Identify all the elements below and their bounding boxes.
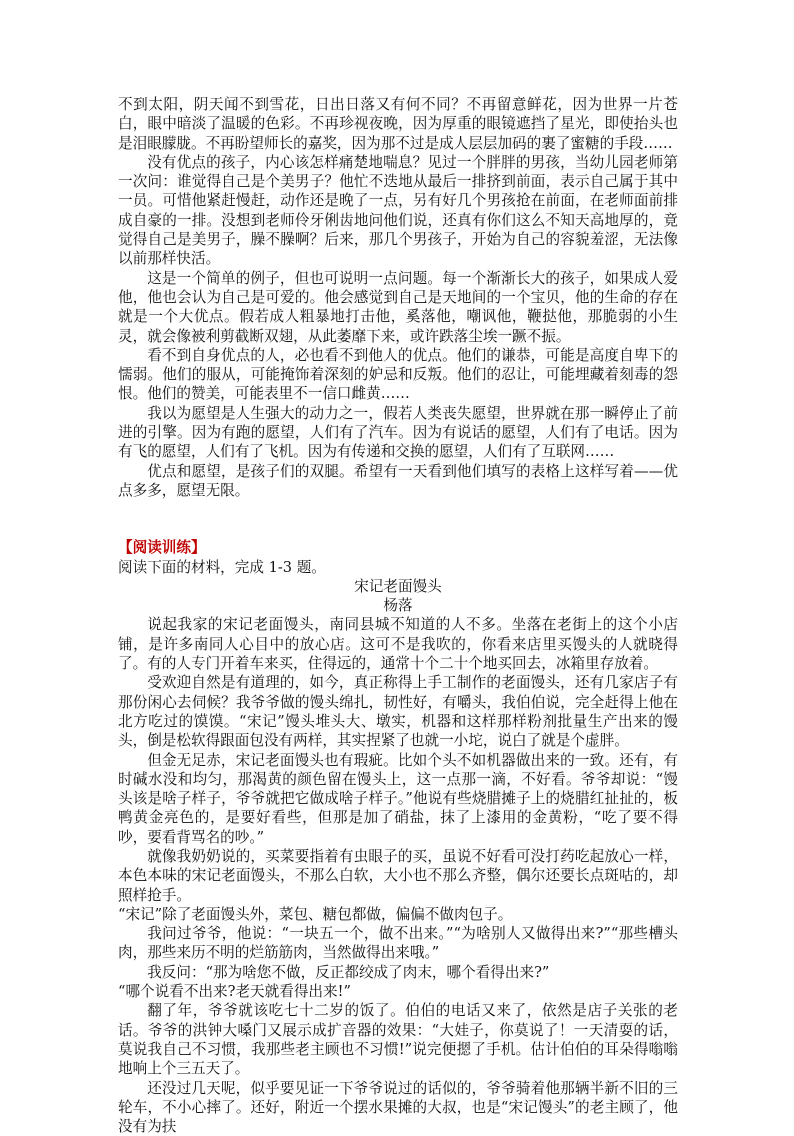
story-body bbox=[118, 615, 678, 1136]
reading-tag: 【阅读训练】 bbox=[118, 539, 206, 557]
story-paragraph: 还没过几天呢，似乎要见证一下爷爷说过的话似的，爷爷骑着他那辆半新不旧的三轮车，不小心摔了。还好，附近一个摆水果摊的大叔，也是“宋记馒头”的老主顾了，他没有为扶 bbox=[118, 1079, 678, 1136]
story-author: 杨落 bbox=[383, 597, 413, 615]
essay-paragraph: 看不到自身优点的人，必也看不到他人的优点。他们的谦恭，可能是高度自卑下的懦弱。他们的服从，可能掩饰着深刻的妒忌和反叛。他们的忍让，可能埋藏着刻毒的怨恨。他们的赞美，可能表里不一信口雌黄…… bbox=[118, 346, 678, 403]
story-paragraph: 翻了年，爷爷就该吃七十二岁的饭了。伯伯的电话又来了，依然是店子关张的老话。爷爷的洪钟大嗓门又展示成扩音器的效果：“大娃子，你莫说了！一天清耍的话，莫说我自己不习惯，我那些老主顾也不习惯!”说完便摁了手机。估计伯伯的耳朵得嗡嗡地响上个三五天了。 bbox=[118, 1002, 678, 1078]
story-paragraph: 就像我奶奶说的，买菜要指着有虫眼子的买，虽说不好看可没打药吃起放心一样，本色本味的宋记老面馒头，不那么白软，大小也不那么齐整，偶尔还要长点斑咕的，却照样抢手。 bbox=[118, 847, 678, 904]
essay-paragraph: 这是一个简单的例子，但也可说明一点问题。每一个渐渐长大的孩子，如果成人爱他，他也会认为自己是可爱的。他会感觉到自己是天地间的一个宝贝，他的生命的存在就是一个大优点。假若成人粗暴地打击他，奚落他，嘲讽他，鞭挞他，那脆弱的小生灵，就会像被利剪截断双翅，从此萎靡下来，或许跌落尘埃一蹶不振。 bbox=[118, 269, 678, 345]
essay-section bbox=[118, 95, 678, 500]
essay-paragraph: 不到太阳，阴天闻不到雪花，日出日落又有何不同？不再留意鲜花，因为世界一片苍白，眼中暗淡了温暖的色彩。不再珍视夜晚，因为厚重的眼镜遮挡了星光，即使抬头也是泪眼朦胧。不再盼望师长的嘉奖，因为那不过是成人层层加码的裹了蜜糖的手段…… bbox=[118, 96, 678, 152]
story-paragraph: “哪个说看不出来?老天就看得出来!” bbox=[118, 983, 351, 1001]
reading-instruction: 阅读下面的材料，完成 1-3 题。 bbox=[118, 558, 326, 576]
essay-paragraph: 我以为愿望是人生强大的动力之一，假若人类丧失愿望，世界就在那一瞬停止了前进的引擎。因为有跑的愿望，人们有了汽车。因为有说话的愿望，人们有了电话。因为有飞的愿望，人们有了飞机。因为有传递和交换的愿望，人们有了互联网…… bbox=[118, 404, 678, 461]
story-paragraph: 说起我家的宋记老面馒头，南同县城不知道的人不多。坐落在老街上的这个小店铺，是许多南同人心目中的放心店。这可不是我吹的，你看来店里买馒头的人就晓得了。有的人专门开着车来买，住得远的，通常十个二十个地买回去，冰箱里存放着。 bbox=[118, 616, 678, 673]
story-paragraph: 受欢迎自然是有道理的，如今，真正称得上手工制作的老面馒头，还有几家店子有那份闲心去伺候？我爷爷做的馒头绵扎，韧性好，有嚼头，我伯伯说，完全赶得上他在北方吃过的馍馍。“宋记”馒头堆头大、墩实，机器和这样那样粉剂批量生产出来的馒头，倒是松软得跟面包没有两样，其实捏紧了也就一小坨，说白了就是个虚胖。 bbox=[118, 674, 678, 750]
story-paragraph: 我问过爷爷，他说：“一块五一个，做不出来。”“为啥别人又做得出来?”“那些槽头肉，那些来历不明的烂筋筋肉，当然做得出来哦。” bbox=[118, 925, 678, 962]
essay-paragraph: 没有优点的孩子，内心该怎样痛楚地喘息？见过一个胖胖的男孩，当幼儿园老师第一次问：谁觉得自己是个美男子？他忙不迭地从最后一排挤到前面，表示自己属于其中一员。可惜他紧赶慢赶，动作还是晚了一点，另有好几个男孩抢在前面，在老师面前排成自豪的一排。没想到老师伶牙俐齿地问他们说，还真有你们这么不知天高地厚的，竟觉得自己是美男子，臊不臊啊？后来，那几个男孩子，开始为自己的容貌羞涩，无法像以前那样快活。 bbox=[118, 153, 678, 268]
section-gap bbox=[118, 500, 678, 538]
story-paragraph: 但金无足赤，宋记老面馒头也有瑕疵。比如个头不如机器做出来的一致。还有，有时碱水没和均匀，那渴黄的颜色留在馒头上，这一点那一滴，不好看。爷爷却说：“馒头该是啥子样子，爷爷就把它做成啥子样子。”他说有些烧腊摊子上的烧腊红扯扯的，板鸭黄金亮色的，是要好看些，但那是加了硝盐，抹了上漆用的金黄粉，“吃了要不得吵，要看背骂名的吵。” bbox=[118, 751, 678, 846]
document-page bbox=[118, 95, 678, 1136]
story-title: 宋记老面馒头 bbox=[354, 577, 442, 595]
essay-paragraph: 优点和愿望，是孩子们的双腿。希望有一天看到他们填写的表格上这样写着——优点多多，愿望无限。 bbox=[118, 462, 678, 499]
story-paragraph: “宋记”除了老面馒头外，菜包、糖包都做，偏偏不做肉包子。 bbox=[118, 905, 513, 923]
story-paragraph: 我反问：“那为啥您不做，反正都绞成了肉末，哪个看得出来?” bbox=[147, 963, 550, 981]
reading-section bbox=[118, 538, 678, 1136]
